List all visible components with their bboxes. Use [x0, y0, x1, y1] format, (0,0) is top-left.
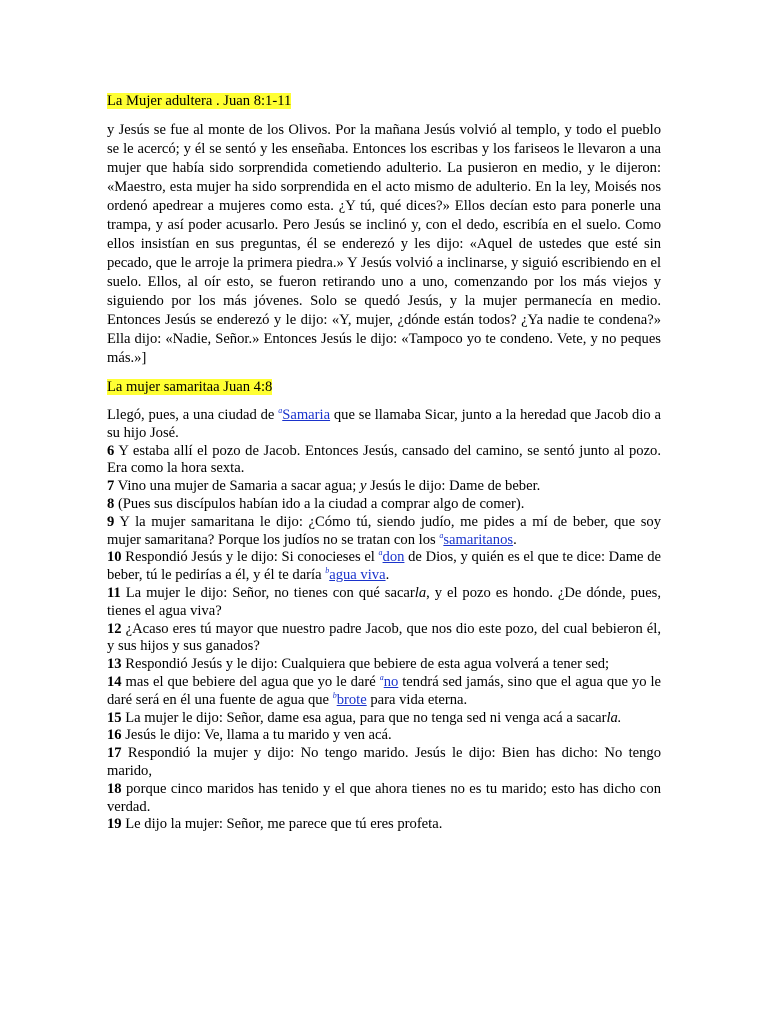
verse-11: [107, 585, 661, 621]
footnote-marker[interactable]: a: [439, 530, 444, 540]
verse-12: [107, 621, 661, 657]
verse-number: 11: [107, 584, 121, 601]
verse-19: [107, 816, 661, 834]
heading-highlight: La mujer samaritaa Juan 4:8: [107, 379, 273, 395]
cross-reference-link[interactable]: Samaria: [282, 407, 331, 423]
verse-number: 17: [107, 745, 122, 762]
verse-text: Respondió Jesús y le dijo: Si conocieses el: [121, 549, 379, 566]
verse-text: de Dios, y quién es el que te dice: Dame de beber, tú le pedirías a él, y él te daría: [107, 549, 661, 584]
verse-text: Respondió Jesús y le dijo: Cualquiera que bebiere de esta agua volverá a tener sed;: [121, 656, 610, 673]
cross-reference-link[interactable]: brote: [336, 691, 367, 708]
footnote-marker[interactable]: b: [325, 566, 330, 576]
verse-7: [107, 478, 661, 496]
verse-number: 14: [107, 673, 122, 690]
verse-14: [107, 674, 661, 710]
verse-number: 16: [107, 727, 122, 744]
section-heading-adultera: [107, 92, 661, 111]
verse-text: Vino una mujer de Samaria a sacar agua;: [114, 478, 360, 495]
verse-text: porque cinco maridos has tenido y el que ahora tienes no es tu marido; esto has dicho con verdad.: [107, 780, 661, 815]
verse-text: .: [513, 531, 517, 548]
verse-17: [107, 745, 661, 781]
verse-text: Jesús le dijo: Dame de beber.: [366, 478, 541, 495]
verse-13: [107, 656, 661, 674]
verse-number: 12: [107, 620, 122, 637]
verse-text: Respondió la mujer y dijo: No tengo marido. Jesús le dijo: Bien has dicho: No tengo marido,: [107, 745, 661, 779]
verse-italic-word: la: [414, 584, 427, 601]
verse-text: Jesús le dijo: Ve, llama a tu marido y ven acá.: [121, 727, 392, 744]
verse-15: [107, 710, 661, 728]
document-page: [107, 92, 661, 834]
heading-highlight: La Mujer adultera . Juan 8:1-11: [107, 93, 292, 109]
verse-16: [107, 727, 661, 745]
cross-reference-link[interactable]: don: [382, 549, 405, 566]
cross-reference-link[interactable]: agua viva: [329, 567, 386, 584]
verse-text: (Pues sus discípulos habían ido a la ciudad a comprar algo de comer).: [114, 495, 525, 512]
verse-10: [107, 549, 661, 585]
verse-number: 8: [107, 495, 115, 512]
verse-text: , y el pozo es hondo. ¿De dónde, pues, tienes el agua viva?: [107, 584, 661, 619]
verse-text: .: [385, 567, 390, 584]
verse-text: Llegó, pues, a una ciudad de: [107, 407, 279, 423]
passage-paragraph: y Jesús se fue al monte de los Olivos. Por la mañana Jesús volvió al templo, y todo el pueblo se le acercó; y él se sentó y les enseñaba. Entonces los escribas y los fariseos le llevaron a una mujer que había sido sorprendida cometiendo adulterio. La pusieron en medio, y le dijeron: «Maestro, esta mujer ha sido sorprendida en el acto mismo de adulterio. En la ley, Moisés nos ordenó apedrear a mujeres como esta. ¿Y tú, qué dices?» Ellos decían esto para ponerle una trampa, y así poder acusarlo. Pero Jesús se inclinó y, con el dedo, escribía en el suelo. Como ellos insistían en sus preguntas, él se enderezó y les dijo: «Aquel de ustedes que esté sin pecado, que le arroje la primera piedra.» Y Jesús volvió a inclinarse, y siguió escribiendo en el suelo. Ellos, al oír esto, se fueron retirando uno a uno, comenzando por los más viejos y siguiendo por los más jóvenes. Solo se quedó Jesús, y la mujer permanecía en medio. Entonces Jesús se enderezó y le dijo: «Y, mujer, ¿dónde están todos? ¿Ya nadie te condena?» Ella dijo: «Nadie, Señor.» Entonces Jesús le dijo: «Tampoco yo te condeno. Vete, y no peques más.»]: [107, 122, 661, 366]
verse-number: 7: [107, 478, 115, 495]
verse-list: [107, 407, 661, 834]
verse-text: ¿Acaso eres tú mayor que nuestro padre Jacob, que nos dio este pozo, del cual bebieron él, y sus hijos y sus ganados?: [107, 620, 661, 655]
verse-5: [107, 407, 661, 443]
cross-reference-link[interactable]: samaritanos: [443, 531, 514, 548]
verse-text: para vida eterna.: [366, 691, 468, 708]
verse-italic-word: y: [359, 478, 367, 495]
verse-text: Y la mujer samaritana le dijo: ¿Cómo tú, siendo judío, me pides a mí de beber, que soy mujer samaritana? Porque los judíos no se tratan con los: [107, 513, 661, 548]
footnote-marker[interactable]: b: [332, 690, 337, 700]
verse-text: que se llamaba Sicar, junto a la heredad que Jacob dio a su hijo José.: [107, 407, 661, 441]
footnote-marker[interactable]: a: [379, 673, 384, 683]
verse-number: 19: [107, 816, 122, 833]
verse-6: [107, 443, 661, 479]
verse-number: 13: [107, 656, 122, 673]
verse-number: 6: [107, 442, 115, 459]
verse-text: La mujer le dijo: Señor, dame esa agua, para que no tenga sed ni venga acá a sacar: [121, 709, 607, 726]
verse-italic-word: la.: [606, 709, 622, 726]
verse-text: mas el que bebiere del agua que yo le daré: [121, 673, 380, 690]
verse-text: Le dijo la mujer: Señor, me parece que tú eres profeta.: [121, 816, 443, 833]
verse-18: [107, 781, 661, 817]
verse-number: 9: [107, 513, 115, 530]
verse-number: 18: [107, 780, 122, 797]
verse-text: La mujer le dijo: Señor, no tienes con qué sacar: [120, 584, 415, 601]
footnote-marker[interactable]: a: [378, 548, 383, 558]
verse-text: Y estaba allí el pozo de Jacob. Entonces Jesús, cansado del camino, se sentó junto al pozo. Era como la hora sexta.: [107, 442, 661, 477]
verse-text: tendrá sed jamás, sino que el agua que yo le daré será en él una fuente de agua que: [107, 673, 661, 708]
cross-reference-link[interactable]: no: [383, 673, 399, 690]
verse-8: [107, 496, 661, 514]
verse-number: 10: [107, 549, 122, 566]
section-heading-samaritana: [107, 378, 661, 397]
verse-9: [107, 514, 661, 550]
verse-number: 15: [107, 709, 122, 726]
footnote-marker[interactable]: a: [278, 406, 283, 416]
